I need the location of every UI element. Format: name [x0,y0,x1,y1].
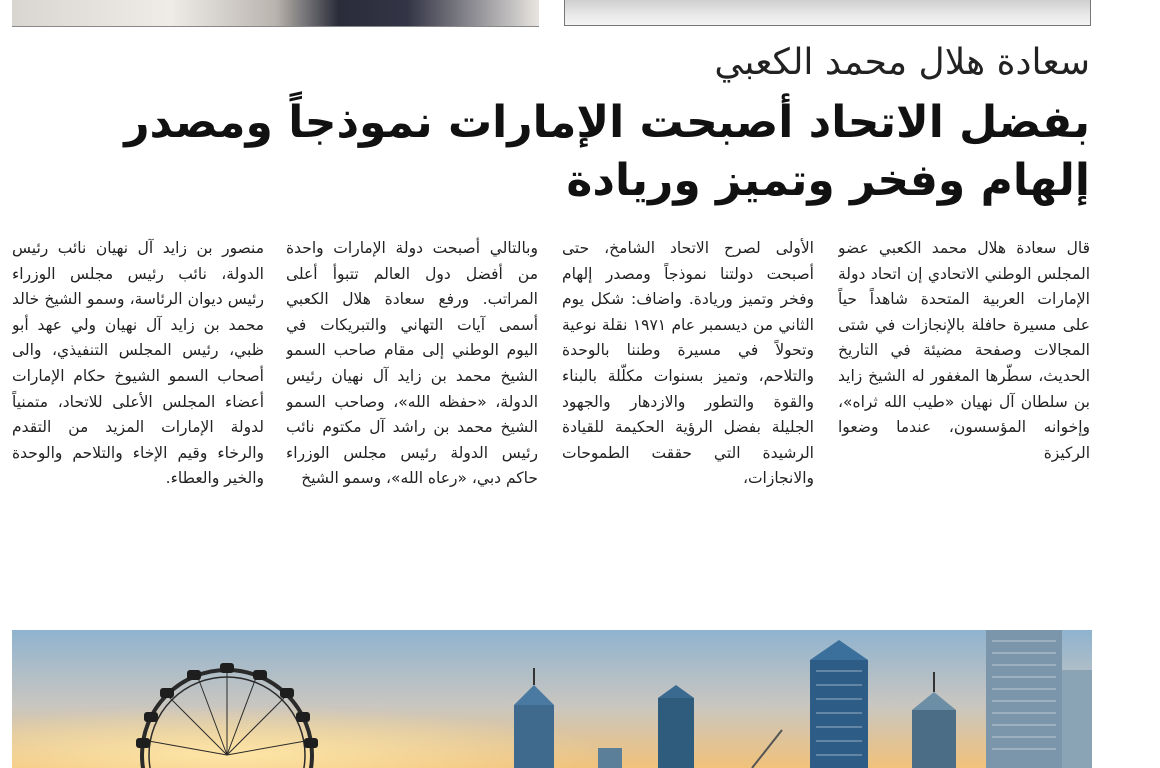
article-column-4: منصور بن زايد آل نهيان نائب رئيس الدولة، نائب رئيس مجلس الوزراء رئيس ديوان الرئاسة، وسمو الشيخ خالد محمد بن زايد آل نهيان ولي عهد أبو ظبي، رئيس المجلس التنفيذي، والى أصحاب السمو الشيوخ حكام الإمارات أعضاء المجلس الأعلى للاتحاد، متمنياً لدولة الإمارات المزيد من التقدم والرخاء وقيم الإخاء والتلاحم والوحدة والخير والعطاء. [12,239,264,488]
dubai-skyline-photo [12,630,1092,768]
article-column-3: وبالتالي أصبحت دولة الإمارات واحدة من أفضل دول العالم تتبوأ أعلى المراتب. ورفع سعادة هلال الكعبي أسمى آيات التهاني والتبريكات في اليوم الوطني إلى مقام صاحب السمو الشيخ محمد بن زايد آل نهيان رئيس الدولة، «حفظه الله»، وصاحب السمو الشيخ محمد بن راشد آل مكتوم نائب رئيس الدولة رئيس مجلس الوزراء حاكم دبي، «رعاه الله»، وسمو الشيخ [286,239,538,488]
article-column-2: الأولى لصرح الاتحاد الشامخ، حتى أصبحت دولتنا نموذجاً ومصدر إلهام وفخر وتميز وريادة. واضاف: شكل يوم الثاني من ديسمبر عام ١٩٧١ نقلة نوعية وتحولاً في مسيرة وطننا بالوحدة والتلاحم، وتميز بسنوات مكلّلة بالبناء والقوة والتطور والازدهار والجهود الجليلة بفضل الرؤية الحكيمة للقيادة الرشيدة التي حققت الطموحات والانجازات، [562,239,814,488]
article-headline [90,94,1090,210]
skyline-illustration [12,630,1092,768]
article-column-1: قال سعادة هلال محمد الكعبي عضو المجلس الوطني الاتحادي إن اتحاد دولة الإمارات العربية المتحدة شاهداً حياً على مسيرة حافلة بالإنجازات في شتى المجالات وصفحة مضيئة في التاريخ الحديث، سطّرها المغفور له الشيخ زايد بن سلطان آل نهيان «طيب الله ثراه»، وإخوانه المؤسسون، عندما وضعوا الركيزة [838,239,1090,462]
headline-line-2: إلهام وفخر وتميز وريادة [566,155,1090,206]
top-left-photo [12,0,539,27]
top-right-photo [564,0,1091,26]
article-kicker: سعادة هلال محمد الكعبي [714,42,1090,83]
headline-line-1: بفضل الاتحاد أصبحت الإمارات نموذجاً ومصدر [124,97,1090,148]
